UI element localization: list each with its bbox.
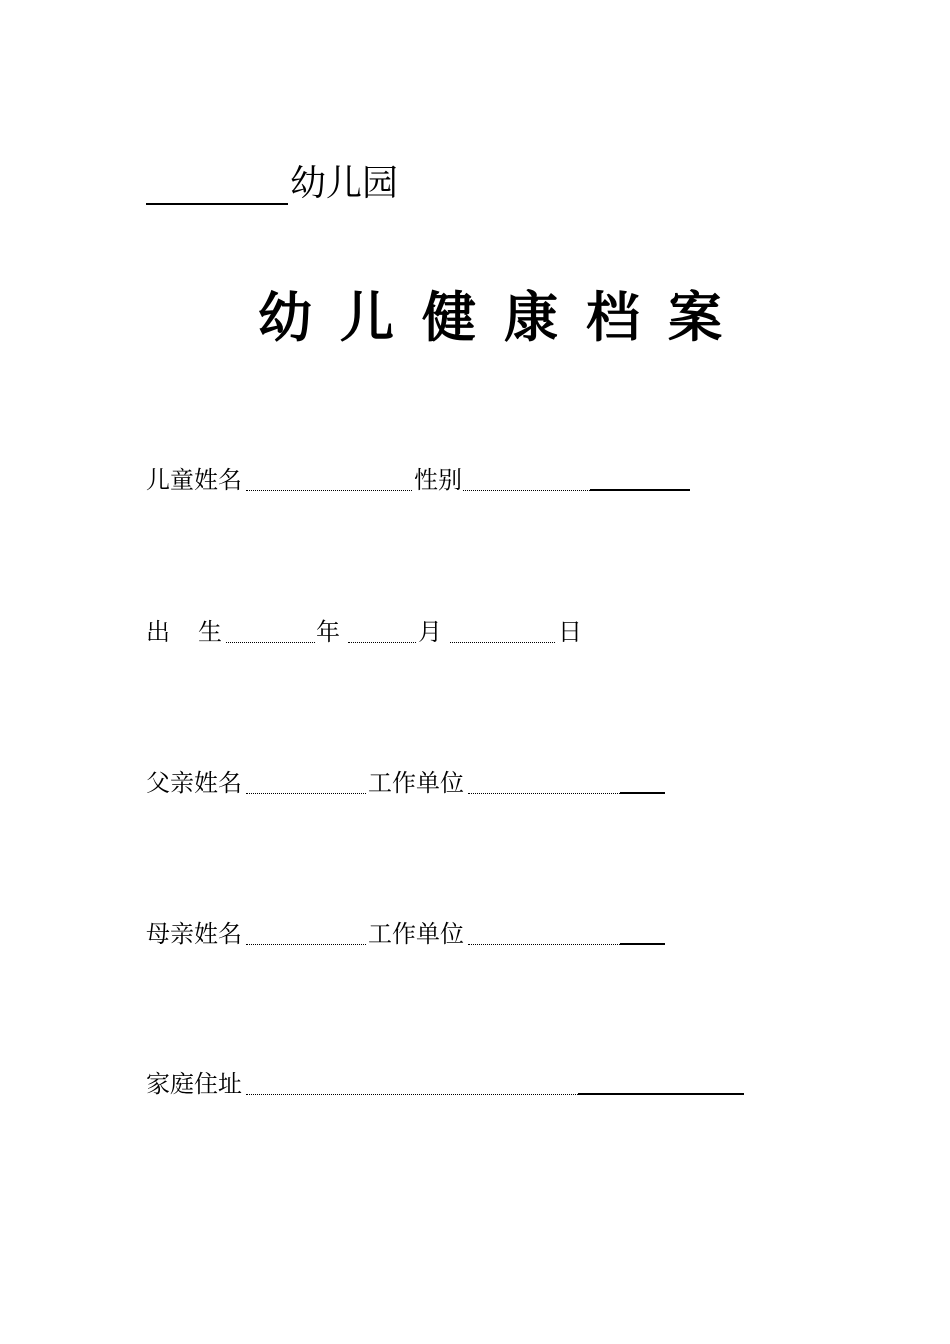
mother-work-underline — [620, 943, 665, 945]
gender-label: 性别 — [414, 466, 462, 494]
mother-work-field[interactable] — [468, 944, 620, 945]
child-name-field[interactable] — [246, 490, 412, 491]
father-work-underline — [620, 792, 665, 794]
mother-name-field[interactable] — [246, 944, 366, 945]
mother-work-label: 工作单位 — [368, 920, 464, 948]
father-name-label: 父亲姓名 — [146, 769, 242, 797]
birth-label-char-1: 出 — [146, 618, 170, 646]
address-underline — [578, 1093, 744, 1095]
birth-month-field[interactable] — [348, 642, 416, 643]
kindergarten-suffix: 幼儿园 — [290, 163, 399, 204]
gender-field-underline — [590, 489, 690, 491]
birth-day-field[interactable] — [450, 642, 555, 643]
page-title: 幼儿健康档案 — [258, 286, 750, 349]
kindergarten-name-blank[interactable] — [146, 203, 288, 205]
father-name-field[interactable] — [246, 793, 366, 794]
address-field[interactable] — [246, 1094, 578, 1095]
address-label: 家庭住址 — [146, 1070, 242, 1098]
father-work-label: 工作单位 — [368, 769, 464, 797]
birth-label-char-2: 生 — [198, 618, 222, 646]
father-work-field[interactable] — [468, 793, 620, 794]
month-label: 月 — [418, 618, 442, 646]
year-label: 年 — [316, 618, 340, 646]
mother-name-label: 母亲姓名 — [146, 920, 242, 948]
birth-year-field[interactable] — [226, 642, 315, 643]
day-label: 日 — [558, 618, 582, 646]
gender-field[interactable] — [463, 490, 590, 491]
child-name-label: 儿童姓名 — [146, 466, 242, 494]
